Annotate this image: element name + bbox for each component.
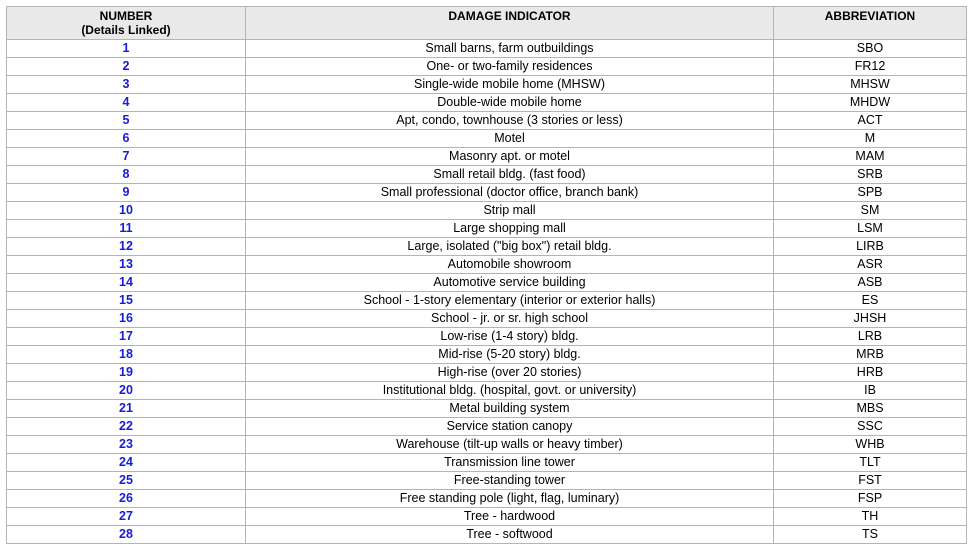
damage-indicator-cell: Strip mall [246, 202, 774, 220]
table-row [7, 130, 967, 148]
table-row [7, 526, 967, 544]
abbreviation-header-label: ABBREVIATION [824, 9, 916, 23]
damage-indicator-cell: Mid-rise (5-20 story) bldg. [246, 346, 774, 364]
abbreviation-column-header [774, 7, 967, 40]
table-row [7, 220, 967, 238]
table-row [7, 292, 967, 310]
table-row [7, 490, 967, 508]
table-row [7, 346, 967, 364]
abbreviation-cell: FSP [774, 490, 967, 508]
abbreviation-cell: SPB [774, 184, 967, 202]
damage-indicator-cell: Transmission line tower [246, 454, 774, 472]
table-row [7, 382, 967, 400]
abbreviation-cell: MRB [774, 346, 967, 364]
damage-indicator-cell: Tree - hardwood [246, 508, 774, 526]
abbreviation-cell: SM [774, 202, 967, 220]
number-link[interactable]: 23 [7, 436, 246, 454]
number-link[interactable]: 19 [7, 364, 246, 382]
damage-indicator-cell: Large, isolated ("big box") retail bldg. [246, 238, 774, 256]
number-column-header [7, 7, 246, 40]
table-row [7, 454, 967, 472]
damage-indicator-cell: Small retail bldg. (fast food) [246, 166, 774, 184]
abbreviation-cell: M [774, 130, 967, 148]
abbreviation-cell: TLT [774, 454, 967, 472]
number-link[interactable]: 5 [7, 112, 246, 130]
damage-indicator-cell: Warehouse (tilt-up walls or heavy timber) [246, 436, 774, 454]
abbreviation-cell: FR12 [774, 58, 967, 76]
number-link[interactable]: 24 [7, 454, 246, 472]
number-link[interactable]: 7 [7, 148, 246, 166]
abbreviation-cell: ASB [774, 274, 967, 292]
damage-indicator-cell: Masonry apt. or motel [246, 148, 774, 166]
abbreviation-cell: LIRB [774, 238, 967, 256]
abbreviation-cell: MAM [774, 148, 967, 166]
number-header-sublabel: (Details Linked) [81, 23, 171, 37]
damage-indicator-cell: High-rise (over 20 stories) [246, 364, 774, 382]
number-link[interactable]: 4 [7, 94, 246, 112]
table-row [7, 418, 967, 436]
damage-indicator-cell: Motel [246, 130, 774, 148]
table-row [7, 166, 967, 184]
table-row [7, 148, 967, 166]
damage-indicator-cell: Automotive service building [246, 274, 774, 292]
table-row [7, 202, 967, 220]
table-row [7, 310, 967, 328]
table-row [7, 472, 967, 490]
number-link[interactable]: 15 [7, 292, 246, 310]
number-link[interactable]: 17 [7, 328, 246, 346]
table-body [7, 40, 967, 544]
damage-indicator-cell: Double-wide mobile home [246, 94, 774, 112]
number-link[interactable]: 10 [7, 202, 246, 220]
table-row [7, 112, 967, 130]
number-link[interactable]: 26 [7, 490, 246, 508]
number-link[interactable]: 20 [7, 382, 246, 400]
abbreviation-cell: LRB [774, 328, 967, 346]
abbreviation-cell: IB [774, 382, 967, 400]
indicator-header-label: DAMAGE INDICATOR [448, 9, 571, 23]
damage-indicator-cell: Tree - softwood [246, 526, 774, 544]
table-row [7, 274, 967, 292]
table-row [7, 184, 967, 202]
number-link[interactable]: 1 [7, 40, 246, 58]
table-row [7, 40, 967, 58]
damage-indicator-cell: Free-standing tower [246, 472, 774, 490]
table-row [7, 94, 967, 112]
damage-indicator-cell: Institutional bldg. (hospital, govt. or university) [246, 382, 774, 400]
table-row [7, 58, 967, 76]
abbreviation-cell: MHDW [774, 94, 967, 112]
abbreviation-cell: MBS [774, 400, 967, 418]
table-row [7, 508, 967, 526]
table-row [7, 400, 967, 418]
abbreviation-cell: TS [774, 526, 967, 544]
number-link[interactable]: 13 [7, 256, 246, 274]
damage-indicator-cell: Apt, condo, townhouse (3 stories or less) [246, 112, 774, 130]
number-link[interactable]: 25 [7, 472, 246, 490]
abbreviation-cell: TH [774, 508, 967, 526]
damage-indicator-cell: Large shopping mall [246, 220, 774, 238]
abbreviation-cell: JHSH [774, 310, 967, 328]
abbreviation-cell: ES [774, 292, 967, 310]
abbreviation-cell: WHB [774, 436, 967, 454]
damage-indicator-cell: One- or two-family residences [246, 58, 774, 76]
damage-indicator-cell: School - 1-story elementary (interior or exterior halls) [246, 292, 774, 310]
number-link[interactable]: 27 [7, 508, 246, 526]
abbreviation-cell: ASR [774, 256, 967, 274]
header-row [7, 7, 967, 40]
number-link[interactable]: 2 [7, 58, 246, 76]
abbreviation-cell: LSM [774, 220, 967, 238]
table-row [7, 328, 967, 346]
number-link[interactable]: 22 [7, 418, 246, 436]
number-link[interactable]: 12 [7, 238, 246, 256]
abbreviation-cell: FST [774, 472, 967, 490]
number-header-label: NUMBER [99, 9, 153, 23]
abbreviation-cell: SRB [774, 166, 967, 184]
number-link[interactable]: 14 [7, 274, 246, 292]
abbreviation-cell: SBO [774, 40, 967, 58]
damage-indicator-cell: School - jr. or sr. high school [246, 310, 774, 328]
damage-indicator-cell: Single-wide mobile home (MHSW) [246, 76, 774, 94]
damage-indicator-cell: Metal building system [246, 400, 774, 418]
indicator-column-header [246, 7, 774, 40]
table-row [7, 364, 967, 382]
table-row [7, 238, 967, 256]
number-link[interactable]: 9 [7, 184, 246, 202]
abbreviation-cell: ACT [774, 112, 967, 130]
number-link[interactable]: 6 [7, 130, 246, 148]
number-link[interactable]: 11 [7, 220, 246, 238]
damage-indicator-table [6, 6, 967, 544]
damage-indicator-cell: Small professional (doctor office, branch bank) [246, 184, 774, 202]
abbreviation-cell: SSC [774, 418, 967, 436]
table-row [7, 436, 967, 454]
damage-indicator-cell: Free standing pole (light, flag, luminary) [246, 490, 774, 508]
number-link[interactable]: 18 [7, 346, 246, 364]
number-link[interactable]: 16 [7, 310, 246, 328]
number-link[interactable]: 28 [7, 526, 246, 544]
table-row [7, 256, 967, 274]
table-row [7, 76, 967, 94]
number-link[interactable]: 3 [7, 76, 246, 94]
abbreviation-cell: HRB [774, 364, 967, 382]
number-link[interactable]: 21 [7, 400, 246, 418]
damage-indicator-cell: Automobile showroom [246, 256, 774, 274]
damage-indicator-cell: Small barns, farm outbuildings [246, 40, 774, 58]
damage-indicator-cell: Service station canopy [246, 418, 774, 436]
number-link[interactable]: 8 [7, 166, 246, 184]
damage-indicator-cell: Low-rise (1-4 story) bldg. [246, 328, 774, 346]
abbreviation-cell: MHSW [774, 76, 967, 94]
